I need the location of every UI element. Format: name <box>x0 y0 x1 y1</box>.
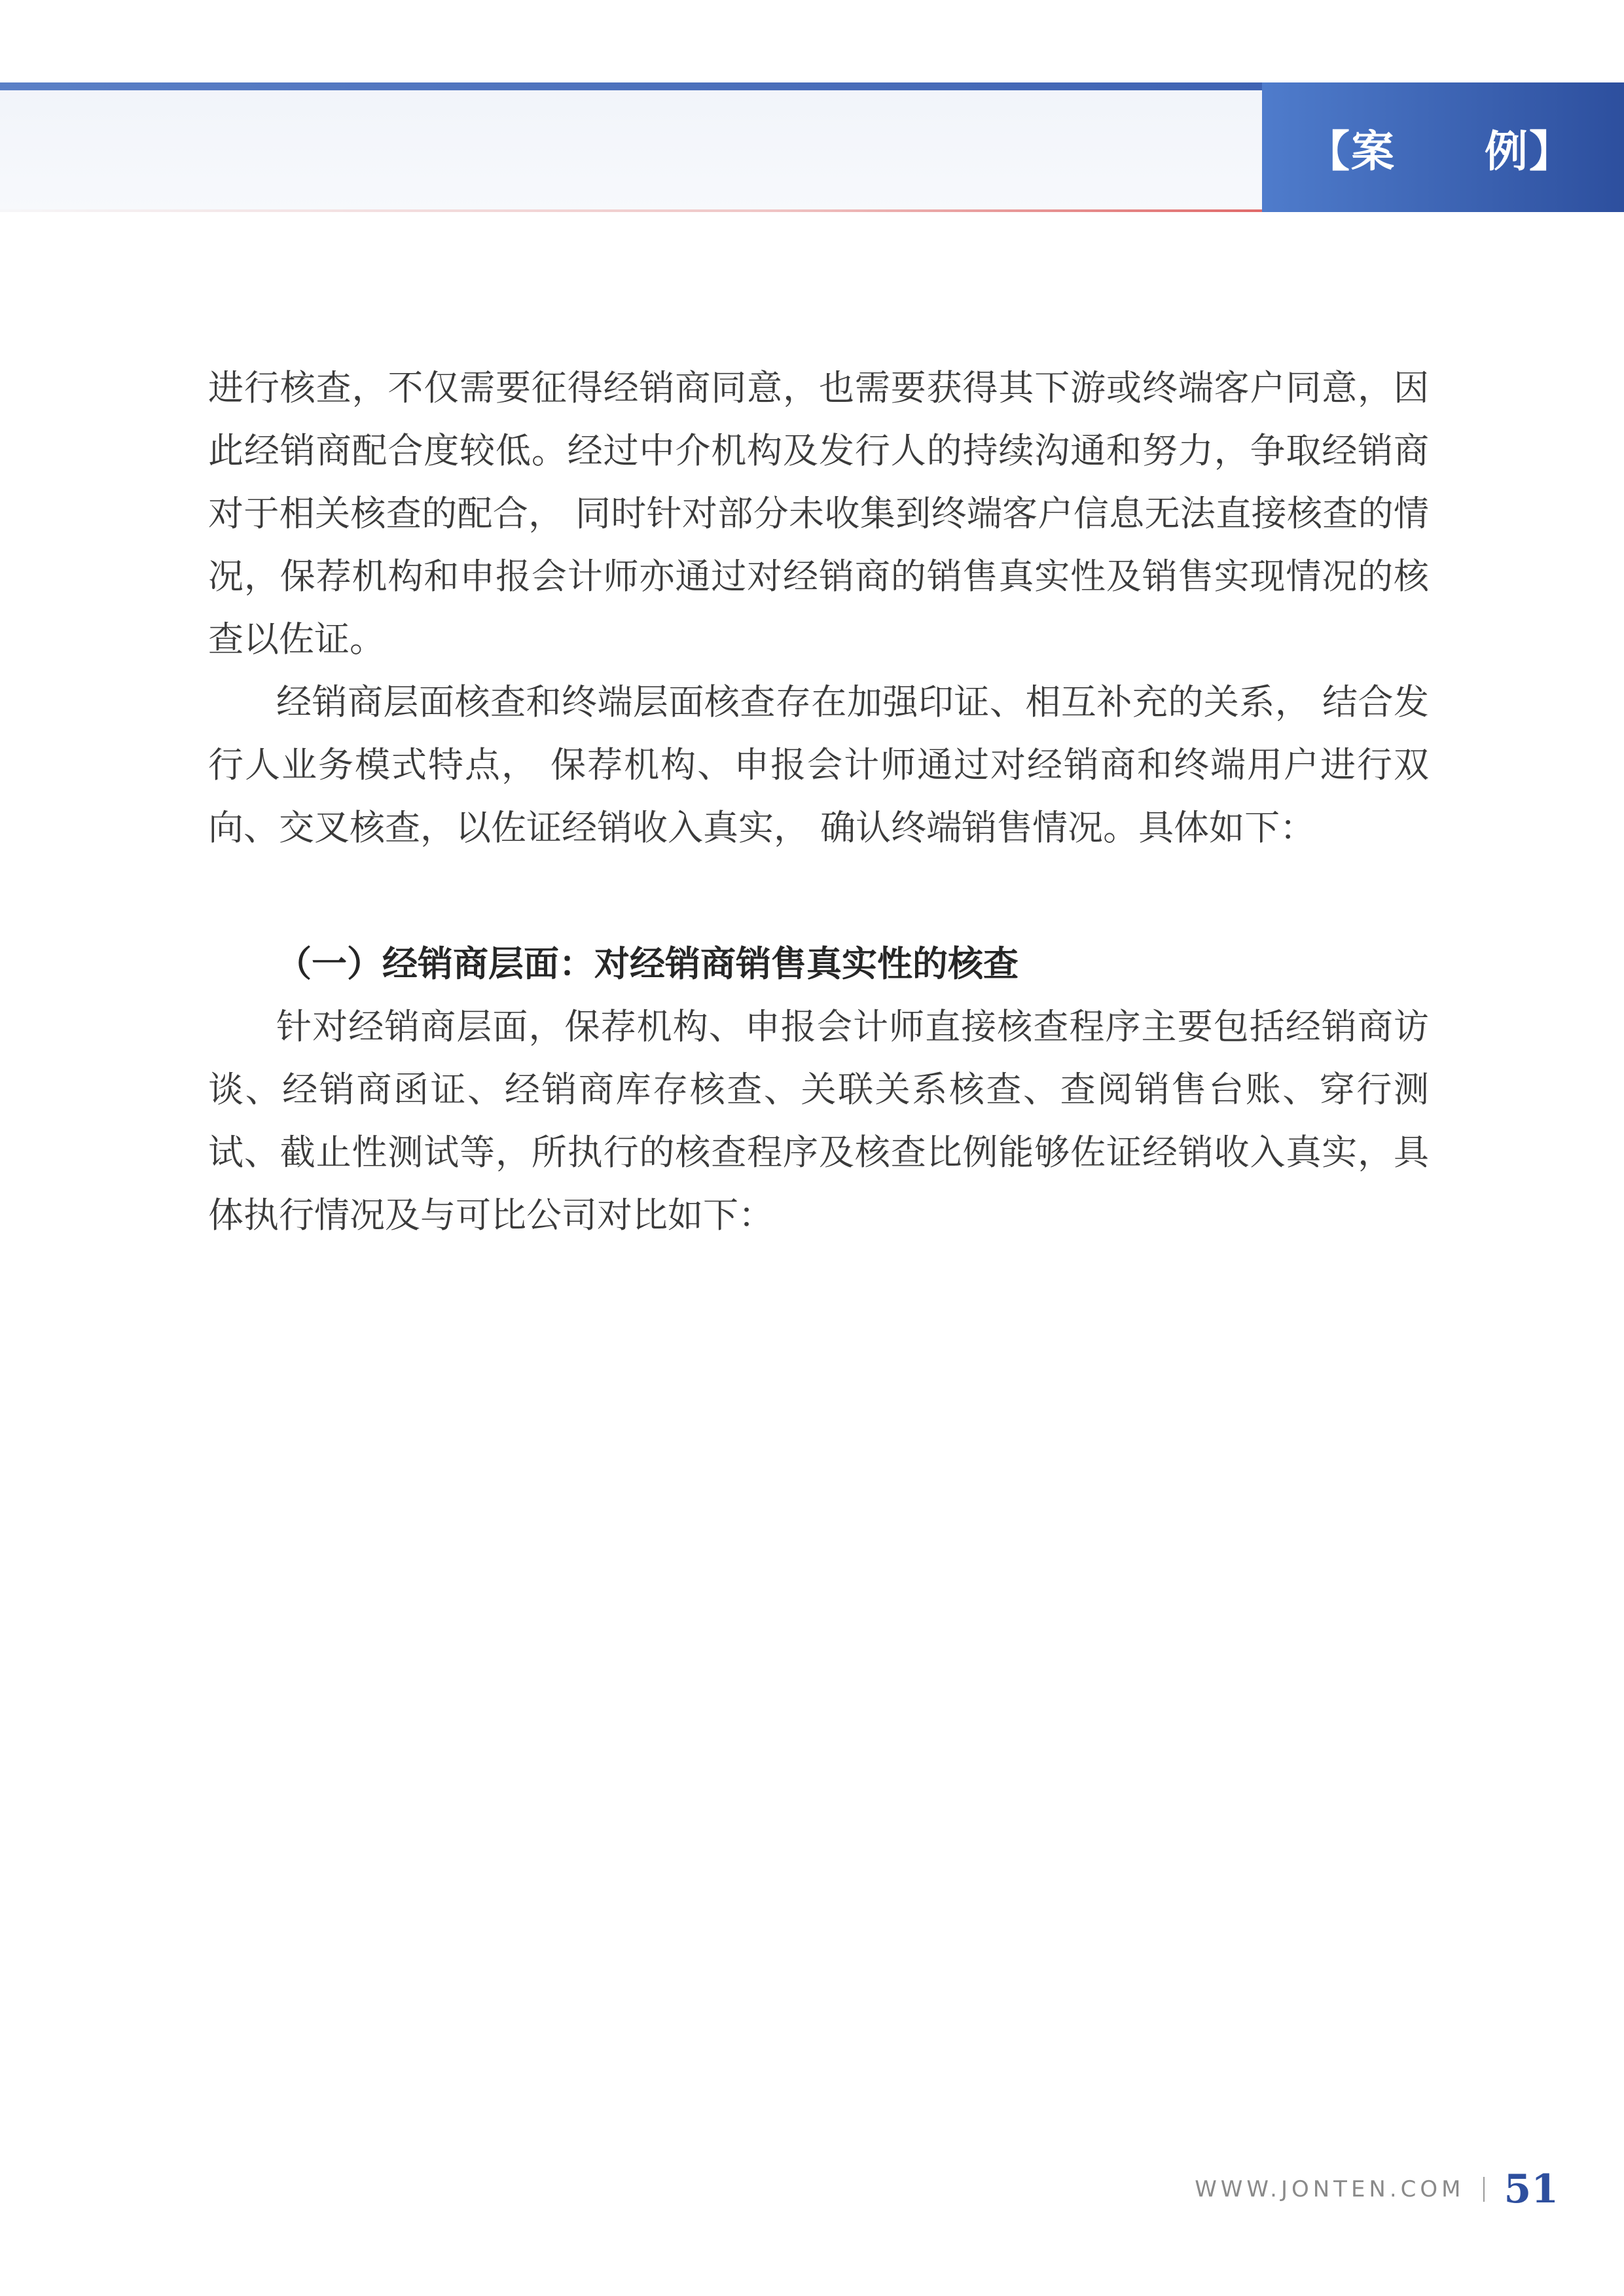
footer-divider <box>1483 2177 1485 2202</box>
article-body <box>208 357 1429 1247</box>
paragraph-1: 进行核查，不仅需要征得经销商同意，也需要获得其下游或终端客户同意，因此经销商配合度较低。经过中介机构及发行人的持续沟通和努力，争取经销商对于相关核查的配合， 同时针对部分未收集到终端客户信息无法直接核查的情况，保荐机构和申报会计师亦通过对经销商的销售真实性及销售实现情况的核查以佐证。 <box>208 367 1429 660</box>
header-band <box>0 82 1262 211</box>
page-number: 51 <box>1504 2166 1559 2212</box>
header-bottom-accent-line <box>0 209 1262 212</box>
section-tag <box>1262 82 1624 212</box>
header-top-accent-line <box>0 82 1262 90</box>
section-heading: （一）经销商层面：对经销商销售真实性的核查 <box>276 943 1019 984</box>
page-footer <box>1195 2160 1559 2219</box>
footer-website: WWW.JONTEN.COM <box>1195 2176 1465 2202</box>
paragraph-3: 针对经销商层面，保荐机构、申报会计师直接核查程序主要包括经销商访谈、经销商函证、经销商库存核查、关联关系核查、查阅销售台账、穿行测试、截止性测试等，所执行的核查程序及核查比例能够佐证经销收入真实，具体执行情况及与可比公司对比如下： <box>208 1006 1429 1236</box>
section-tag-label: 【案 例】 <box>1307 126 1574 177</box>
paragraph-2: 经销商层面核查和终端层面核查存在加强印证、相互补充的关系， 结合发行人业务模式特点， 保荐机构、申报会计师通过对经销商和终端用户进行双向、交叉核查，以佐证经销收入真实， 确认终端销售情况。具体如下： <box>208 681 1429 848</box>
